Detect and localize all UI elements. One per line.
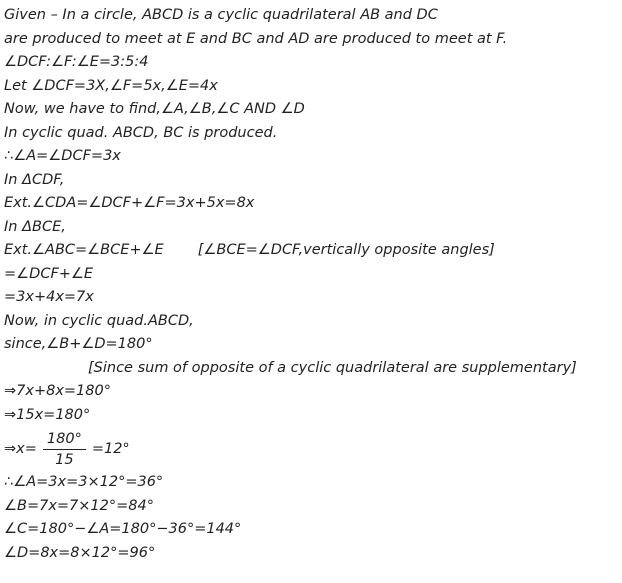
exterior-angle-abc-equation: Ext.∠ABC=∠BCE+∠E bbox=[4, 242, 164, 258]
supplementary-equation-line: since,∠B+∠D=180° bbox=[4, 336, 153, 352]
in-triangle-cdf-line: In ΔCDF, bbox=[4, 171, 65, 188]
angle-ratio-line: ∠DCF:∠F:∠E=3:5:4 bbox=[4, 54, 149, 70]
angle-d-result-line: ∠D=8x=8×12°=96° bbox=[4, 544, 156, 561]
substitution-line: =∠DCF+∠E bbox=[4, 265, 94, 282]
in-triangle-bce-line: In ΔBCE, bbox=[4, 218, 66, 235]
angle-c-result-line: ∠C=180°−∠A=180°−36°=144° bbox=[4, 521, 242, 537]
exterior-angle-cda-line: Ext.∠CDA=∠DCF+∠F=3x+5x=8x bbox=[4, 195, 255, 211]
fifteen-x-line: ⇒15x=180° bbox=[4, 406, 91, 423]
angle-a-result-line: ∴∠A=3x=3×12°=36° bbox=[4, 474, 164, 490]
exterior-angle-abc-line bbox=[4, 239, 618, 263]
cyclic-quad-statement-line: Now, in cyclic quad.ABCD, bbox=[4, 312, 194, 329]
x-result: =12° bbox=[91, 441, 130, 457]
sum-equation-line: ⇒7x+8x=180° bbox=[4, 383, 111, 399]
supplementary-reason-line: [Since sum of opposite of a cyclic quadrilateral are supplementary] bbox=[88, 359, 577, 376]
vertically-opposite-note: [∠BCE=∠DCF,vertically opposite angles] bbox=[197, 242, 495, 258]
angle-a-equals-line: ∴∠A=∠DCF=3x bbox=[4, 148, 121, 164]
let-assumption-line: Let ∠DCF=3X,∠F=5x,∠E=4x bbox=[4, 77, 218, 94]
fraction-denominator: 15 bbox=[55, 451, 74, 468]
given-line-1: Given – In a circle, ABCD is a cyclic quadrilateral AB and DC bbox=[4, 7, 438, 23]
x-equals-label: ⇒x= bbox=[4, 441, 37, 457]
angle-b-result-line: ∠B=7x=7×12°=84° bbox=[4, 497, 154, 514]
fraction-numerator: 180° bbox=[43, 430, 86, 450]
angle-abc-result-line: =3x+4x=7x bbox=[4, 289, 94, 305]
x-fraction-line bbox=[4, 427, 618, 471]
given-line-2: are produced to meet at E and BC and AD are produced to meet at F. bbox=[4, 30, 508, 47]
cyclic-quad-produced-line: In cyclic quad. ABCD, BC is produced. bbox=[4, 124, 278, 141]
to-find-line: Now, we have to find,∠A,∠B,∠C AND ∠D bbox=[4, 101, 305, 117]
solution-document bbox=[4, 4, 618, 565]
fraction bbox=[43, 430, 86, 469]
